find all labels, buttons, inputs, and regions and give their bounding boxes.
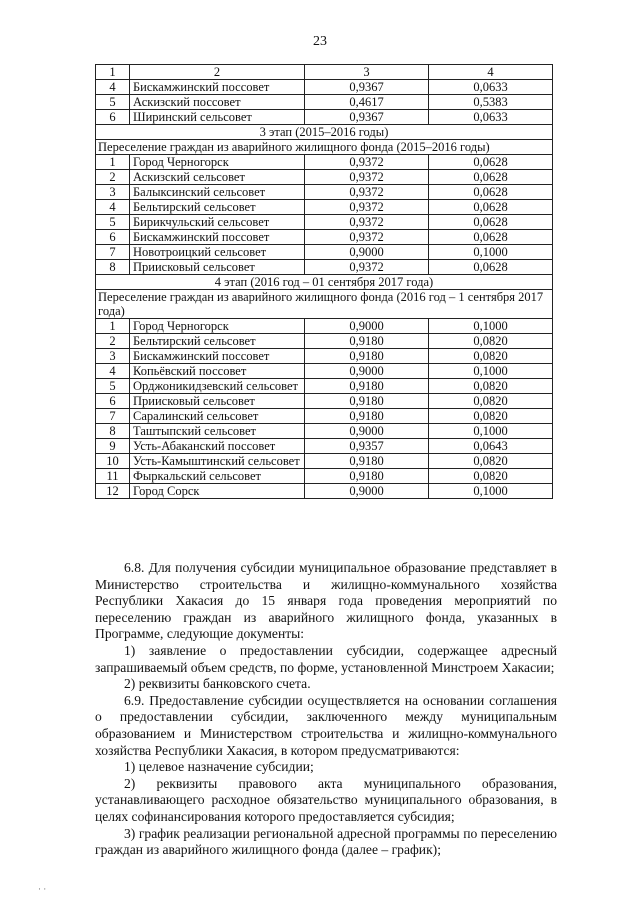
header-row bbox=[96, 65, 553, 80]
header-col-number: 1 bbox=[96, 65, 130, 80]
row-number: 5 bbox=[96, 95, 130, 110]
table-row bbox=[96, 95, 553, 110]
row-number: 12 bbox=[96, 484, 130, 499]
table-row bbox=[96, 215, 553, 230]
row-share-1: 0,9180 bbox=[305, 349, 429, 364]
allocation-table bbox=[95, 64, 553, 499]
row-name: Бирикчульский сельсовет bbox=[130, 215, 305, 230]
row-number: 7 bbox=[96, 245, 130, 260]
row-share-1: 0,9180 bbox=[305, 394, 429, 409]
stage-heading-row bbox=[96, 125, 553, 140]
row-name: Приисковый сельсовет bbox=[130, 394, 305, 409]
table-row bbox=[96, 379, 553, 394]
row-number: 2 bbox=[96, 334, 130, 349]
row-share-2: 0,0820 bbox=[429, 454, 553, 469]
footer-mark: · · bbox=[38, 884, 47, 894]
row-name: Бельтирский сельсовет bbox=[130, 334, 305, 349]
stage-heading-row bbox=[96, 275, 553, 290]
row-share-2: 0,1000 bbox=[429, 245, 553, 260]
paragraph: 3) график реализации региональной адресной программы по переселению граждан из аварийного жилищного фонда (далее – график); bbox=[95, 825, 557, 858]
row-name: Усть-Абаканский поссовет bbox=[130, 439, 305, 454]
row-share-1: 0,9180 bbox=[305, 469, 429, 484]
section-heading: Переселение граждан из аварийного жилищного фонда (2016 год – 1 сентября 2017 года) bbox=[96, 290, 553, 319]
row-number: 3 bbox=[96, 185, 130, 200]
row-share-2: 0,0643 bbox=[429, 439, 553, 454]
table-row bbox=[96, 334, 553, 349]
row-name: Ширинский сельсовет bbox=[130, 110, 305, 125]
row-share-1: 0,9372 bbox=[305, 215, 429, 230]
row-name: Усть-Камыштинский сельсовет bbox=[130, 454, 305, 469]
table-row bbox=[96, 185, 553, 200]
table-row bbox=[96, 170, 553, 185]
row-share-1: 0,9000 bbox=[305, 319, 429, 334]
row-share-2: 0,0820 bbox=[429, 334, 553, 349]
row-share-2: 0,0628 bbox=[429, 260, 553, 275]
row-share-1: 0,9180 bbox=[305, 454, 429, 469]
table-row bbox=[96, 424, 553, 439]
row-share-1: 0,9367 bbox=[305, 110, 429, 125]
row-share-1: 0,9000 bbox=[305, 424, 429, 439]
row-share-2: 0,0820 bbox=[429, 394, 553, 409]
row-share-1: 0,9372 bbox=[305, 185, 429, 200]
paragraph: 2) реквизиты банковского счета. bbox=[124, 676, 311, 692]
row-number: 8 bbox=[96, 260, 130, 275]
row-name: Аскизский поссовет bbox=[130, 95, 305, 110]
allocation-table-body bbox=[96, 65, 553, 499]
table-row bbox=[96, 454, 553, 469]
table-row bbox=[96, 155, 553, 170]
row-share-1: 0,9000 bbox=[305, 245, 429, 260]
section-heading-row bbox=[96, 290, 553, 319]
row-number: 11 bbox=[96, 469, 130, 484]
row-share-1: 0,9180 bbox=[305, 409, 429, 424]
row-number: 6 bbox=[96, 394, 130, 409]
paragraph: 6.9. Предоставление субсидии осуществляется на основании соглашения о предоставлении субсидии, заключенного между муниципальным образованием и Министерством строительства и жилищно-коммунального хозяйства Республики Хакасия, в котором предусматриваются: bbox=[95, 692, 557, 758]
table-row bbox=[96, 409, 553, 424]
stage-heading: 4 этап (2016 год – 01 сентября 2017 года) bbox=[96, 275, 553, 290]
table-row bbox=[96, 469, 553, 484]
row-share-2: 0,5383 bbox=[429, 95, 553, 110]
row-share-2: 0,0633 bbox=[429, 110, 553, 125]
row-share-2: 0,0628 bbox=[429, 215, 553, 230]
row-number: 7 bbox=[96, 409, 130, 424]
paragraph: 1) целевое назначение субсидии; bbox=[124, 759, 314, 775]
row-number: 6 bbox=[96, 230, 130, 245]
table-row bbox=[96, 349, 553, 364]
row-share-2: 0,1000 bbox=[429, 364, 553, 379]
row-share-2: 0,0820 bbox=[429, 349, 553, 364]
row-share-2: 0,0628 bbox=[429, 230, 553, 245]
paragraph: 2) реквизиты правового акта муниципального образования, устанавливающего расходное обязательство муниципального образования, в целях софинансирования которого предоставляется субсидия; bbox=[95, 775, 557, 824]
section-heading: Переселение граждан из аварийного жилищного фонда (2015–2016 годы) bbox=[96, 140, 553, 155]
table-row bbox=[96, 394, 553, 409]
row-share-2: 0,1000 bbox=[429, 484, 553, 499]
row-share-2: 0,0628 bbox=[429, 170, 553, 185]
row-share-2: 0,0820 bbox=[429, 379, 553, 394]
stage-heading: 3 этап (2015–2016 годы) bbox=[96, 125, 553, 140]
header-col-share-1: 3 bbox=[305, 65, 429, 80]
row-share-1: 0,9180 bbox=[305, 379, 429, 394]
row-share-2: 0,0628 bbox=[429, 200, 553, 215]
paragraph: 6.8. Для получения субсидии муниципальное образование представляет в Министерство строительства и жилищно-коммунального хозяйства Республики Хакасия до 15 января года проведения мероприятий по переселению граждан из аварийного жилищного фонда, указанных в Программе, следующие документы: bbox=[95, 560, 557, 642]
row-number: 9 bbox=[96, 439, 130, 454]
row-number: 1 bbox=[96, 319, 130, 334]
row-share-1: 0,9372 bbox=[305, 155, 429, 170]
header-col-name: 2 bbox=[130, 65, 305, 80]
row-share-1: 0,9372 bbox=[305, 260, 429, 275]
row-name: Город Черногорск bbox=[130, 155, 305, 170]
table-row bbox=[96, 80, 553, 95]
row-number: 8 bbox=[96, 424, 130, 439]
body-text bbox=[95, 560, 557, 859]
row-number: 2 bbox=[96, 170, 130, 185]
row-number: 4 bbox=[96, 364, 130, 379]
row-number: 10 bbox=[96, 454, 130, 469]
paragraph: 1) заявление о предоставлении субсидии, содержащее адресный запрашиваемый объем средств, по форме, установленной Минстроем Хакасии; bbox=[95, 642, 557, 675]
row-share-2: 0,1000 bbox=[429, 319, 553, 334]
row-number: 5 bbox=[96, 215, 130, 230]
table-row bbox=[96, 439, 553, 454]
row-name: Копьёвский поссовет bbox=[130, 364, 305, 379]
row-number: 4 bbox=[96, 80, 130, 95]
row-share-1: 0,9357 bbox=[305, 439, 429, 454]
row-name: Балыксинский сельсовет bbox=[130, 185, 305, 200]
row-name: Бельтирский сельсовет bbox=[130, 200, 305, 215]
row-share-2: 0,0820 bbox=[429, 469, 553, 484]
row-number: 5 bbox=[96, 379, 130, 394]
row-number: 4 bbox=[96, 200, 130, 215]
row-share-2: 0,1000 bbox=[429, 424, 553, 439]
row-name: Орджоникидзевский сельсовет bbox=[130, 379, 305, 394]
row-name: Саралинский сельсовет bbox=[130, 409, 305, 424]
row-name: Аскизский сельсовет bbox=[130, 170, 305, 185]
row-share-2: 0,0628 bbox=[429, 155, 553, 170]
row-share-1: 0,9367 bbox=[305, 80, 429, 95]
row-name: Бискамжинский поссовет bbox=[130, 80, 305, 95]
row-share-1: 0,9372 bbox=[305, 200, 429, 215]
table-row bbox=[96, 484, 553, 499]
row-name: Новотроицкий сельсовет bbox=[130, 245, 305, 260]
header-col-share-2: 4 bbox=[429, 65, 553, 80]
row-share-1: 0,9372 bbox=[305, 230, 429, 245]
row-name: Фыркальский сельсовет bbox=[130, 469, 305, 484]
row-share-1: 0,9372 bbox=[305, 170, 429, 185]
table-row bbox=[96, 319, 553, 334]
row-share-1: 0,9000 bbox=[305, 364, 429, 379]
row-share-2: 0,0628 bbox=[429, 185, 553, 200]
row-share-2: 0,0633 bbox=[429, 80, 553, 95]
row-name: Город Черногорск bbox=[130, 319, 305, 334]
row-share-1: 0,9000 bbox=[305, 484, 429, 499]
row-name: Таштыпский сельсовет bbox=[130, 424, 305, 439]
page-number: 23 bbox=[313, 34, 327, 49]
row-share-1: 0,4617 bbox=[305, 95, 429, 110]
row-number: 1 bbox=[96, 155, 130, 170]
table-row bbox=[96, 110, 553, 125]
table-row bbox=[96, 245, 553, 260]
row-name: Бискамжинский поссовет bbox=[130, 349, 305, 364]
row-name: Город Сорск bbox=[130, 484, 305, 499]
table-row bbox=[96, 260, 553, 275]
row-share-2: 0,0820 bbox=[429, 409, 553, 424]
section-heading-row bbox=[96, 140, 553, 155]
row-share-1: 0,9180 bbox=[305, 334, 429, 349]
row-name: Приисковый сельсовет bbox=[130, 260, 305, 275]
row-number: 6 bbox=[96, 110, 130, 125]
table-row bbox=[96, 230, 553, 245]
row-name: Бискамжинский поссовет bbox=[130, 230, 305, 245]
row-number: 3 bbox=[96, 349, 130, 364]
table-row bbox=[96, 364, 553, 379]
table-row bbox=[96, 200, 553, 215]
